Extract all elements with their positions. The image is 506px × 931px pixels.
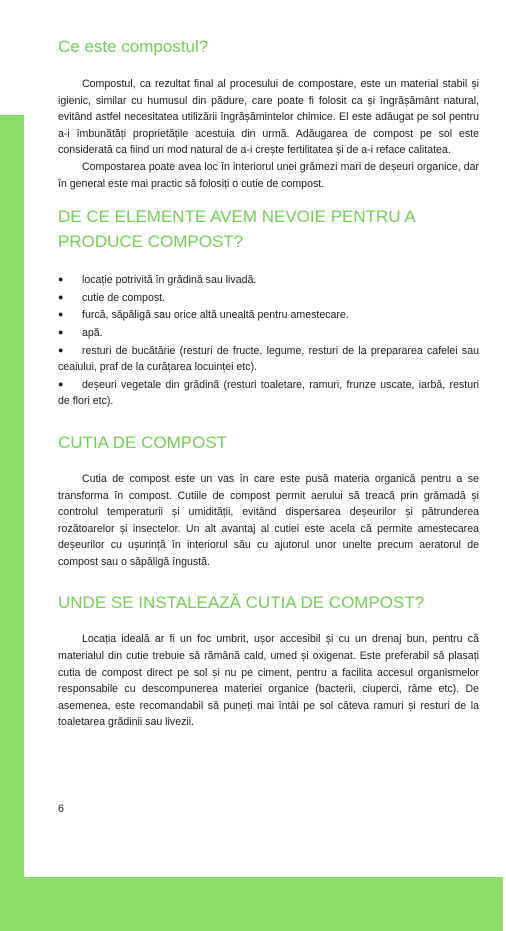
bullet-icon: ● (58, 309, 64, 320)
paragraph: Compostarea poate avea loc în interiorul unei grămezi mari de deșeuri organice, dar în general este mai practic să folosiți o cutie de compost. (58, 160, 479, 190)
bullet-icon: ● (58, 378, 64, 389)
bullet-icon: ● (58, 274, 64, 285)
page-content (58, 34, 479, 731)
paragraph: Locația ideală ar fi un foc umbrit, ușor accesibil și cu un drenaj bun, pentru că materialul din cutie trebuie să rămână cald, umed și oxigenat. Este preferabil să plasați cutia de compost direct pe sol și nu pe ciment, pentru a facilita accesul organismelor responsabile cu descompunerea materiei organice (bacterii, ciuperci, râme etc). De asemenea, este recomandabil să puneți mai întâi pe sol câteva ramuri și resturi de la toaletarea grădinii sau livezii. (58, 633, 479, 729)
list-item: ● resturi de bucătărie (resturi de fructe, legume, resturi de la prepararea cafelei sau ceaiului, praf de la curățarea locuinței etc). (58, 342, 479, 376)
section-title: UNDE SE INSTALEAZĂ CUTIA DE COMPOST? (58, 593, 425, 613)
paragraph: Compostul, ca rezultat final al procesului de compostare, este un material stabil și igienic, similar cu humusul din pădure, care poate fi folosit ca și îngrășământ natural, evitând astfel necesitatea utilizării îngrășămintelor chimice. El este adăugat pe sol pentru a-i îmbunătăți proprietățile acestuia din urmă. Adăugarea de compost pe sol este considerată ca fiind un mod natural de a-i crește fertilitatea și de a-i reface calitatea. (58, 78, 479, 157)
section-compost-box (58, 430, 479, 571)
green-bottom-band (0, 877, 506, 931)
page-number: 6 (58, 803, 64, 815)
list-item: ● cutie de compost. (58, 289, 479, 307)
section-what-is-compost (58, 34, 479, 192)
bullet-icon: ● (58, 344, 64, 355)
list-item: ● furcă, săpăligă sau orice altă unealtă pentru amestecare. (58, 306, 479, 324)
section-where-to-install (58, 590, 479, 731)
list-item: ● deșeuri vegetale din grădină (resturi toaletare, ramuri, frunze uscate, iarbă, resturi de flori etc). (58, 376, 479, 410)
section-title: CUTIA DE COMPOST (58, 432, 228, 452)
green-side-band (0, 115, 24, 931)
section-elements-needed (58, 204, 479, 410)
list-item: ● locație potrivită în grădină sau livadă. (58, 271, 479, 289)
bullet-icon: ● (58, 291, 64, 302)
bullet-list (58, 271, 479, 410)
section-title: DE CE ELEMENTE AVEM NEVOIE PENTRU A PRODUCE COMPOST? (58, 207, 415, 252)
list-item: ● apă. (58, 324, 479, 342)
paragraph: Cutia de compost este un vas în care este pusă materia organică pentru a se transforma în compost. Cutiile de compost permit aerului să treacă prin grămadă și controlul temperaturii și umidității, evitând dispersarea deșeurilor și pătrunderea rozătoarelor și insectelor. Un alt avantaj al cutiei este acela că permite amestecarea deșeurilor cu ușurință în interiorul său cu ajutorul unor unelte precum aeratorul de compost sau o săpăligă îngustă. (58, 472, 479, 568)
section-title: Ce este compostul? (58, 37, 209, 56)
bullet-icon: ● (58, 326, 64, 337)
